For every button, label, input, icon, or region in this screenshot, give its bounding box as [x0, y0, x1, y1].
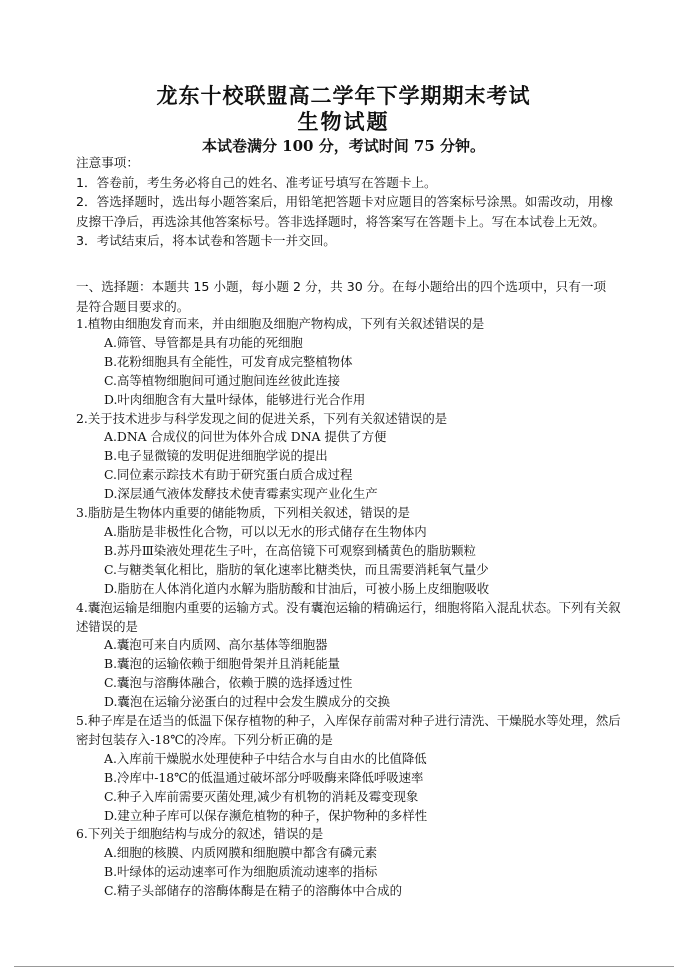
option-b: B.囊泡的运输依赖于细胞骨架并且消耗能量	[104, 656, 341, 672]
question	[76, 599, 621, 712]
notice-item: 3．考试结束后，将本试卷和答题卡一并交回。	[76, 233, 336, 249]
section-instructions: 一、选择题：本题共 15 小题，每小题 2 分，共 30 分。在每小题给出的四个选项中，只有一项是符合题目要求的。	[76, 279, 607, 314]
option-a: A.筛管、导管都是具有功能的死细胞	[104, 334, 303, 350]
option-b: B.苏丹Ⅲ染液处理花生子叶，在高倍镜下可观察到橘黄色的脂肪颗粒	[104, 542, 476, 558]
option-b: B.叶绿体的运动速率可作为细胞质流动速率的指标	[104, 864, 378, 880]
option-c: C.种子入库前需要灭菌处理,减少有机物的消耗及霉变现象	[104, 788, 419, 804]
option-c: C.高等植物细胞间可通过胞间连丝彼此连接	[104, 372, 341, 388]
question-list	[76, 315, 621, 901]
option-a: A.脂肪是非极性化合物，可以以无水的形式储存在生物体内	[104, 523, 427, 539]
option-c: C.精子头部储存的溶酶体酶是在精子的溶酶体中合成的	[104, 883, 402, 899]
question-stem: 3.脂肪是生物体内重要的储能物质，下列相关叙述，错误的是	[76, 505, 410, 521]
option-a: A.细胞的核膜、内质网膜和细胞膜中都含有磷元素	[104, 845, 378, 861]
option-b: B.冷库中-18℃的低温通过破坏部分呼吸酶来降低呼吸速率	[104, 769, 424, 785]
option-a: A.DNA 合成仪的问世为体外合成 DNA 提供了方便	[104, 429, 387, 445]
option-d: D.建立种子库可以保存濒危植物的种子，保护物种的多样性	[104, 807, 428, 823]
option-a: A.入库前干燥脱水处理使种子中结合水与自由水的比值降低	[104, 750, 427, 766]
notice-block	[76, 153, 616, 251]
notice-item: 2．答选择题时，选出每小题答案后，用铅笔把答题卡对应题目的答案标号涂黑。如需改动，用橡皮擦干净后，再选涂其他答案标号。答非选择题时，将答案写在答题卡上。写在本试卷上无效。	[76, 194, 613, 229]
exam-info: 本试卷满分 100 分，考试时间 75 分钟。	[201, 137, 486, 155]
option-c: C.与糖类氧化相比，脂肪的氧化速率比糖类快，而且需要消耗氧气量少	[104, 561, 489, 577]
question-stem: 1.植物由细胞发育而来，并由细胞及细胞产物构成，下列有关叙述错误的是	[76, 316, 485, 331]
option-c: C.同位素示踪技术有助于研究蛋白质合成过程	[104, 467, 353, 483]
question-stem: 5.种子库是在适当的低温下保存植物的种子，入库保存前需对种子进行清洗、干燥脱水等处理，然后密封包装存入-18℃的冷库。下列分析正确的是	[76, 713, 621, 747]
option-d: D.脂肪在人体消化道内水解为脂肪酸和甘油后，可被小肠上皮细胞吸收	[104, 580, 490, 596]
notice-heading: 注意事项：	[76, 155, 139, 170]
exam-title: 龙东十校联盟高二学年下学期期末考试	[156, 84, 531, 108]
question-stem: 4.囊泡运输是细胞内重要的运输方式。没有囊泡运输的精确运行，细胞将陷入混乱状态。下列有关叙述错误的是	[76, 599, 621, 634]
section-heading	[76, 277, 616, 316]
option-c: C.囊泡与溶酶体融合，依赖于膜的选择透过性	[104, 675, 353, 691]
option-d: D.囊泡在运输分泌蛋白的过程中会发生膜成分的交换	[104, 694, 391, 710]
page-bottom-rule	[14, 966, 674, 967]
question	[76, 712, 621, 825]
subject-title: 生物试题	[297, 110, 390, 134]
question-stem: 6.下列关于细胞结构与成分的叙述，错误的是	[76, 826, 324, 842]
question-stem: 2.关于技术进步与科学发现之间的促进关系，下列有关叙述错误的是	[76, 410, 448, 426]
option-b: B.花粉细胞具有全能性，可发育成完整植物体	[104, 353, 353, 369]
option-d: D.叶肉细胞含有大量叶绿体，能够进行光合作用	[104, 391, 366, 407]
question	[76, 504, 621, 599]
notice-item: 1．答卷前，考生务必将自己的姓名、准考证号填写在答题卡上。	[76, 174, 437, 190]
question	[76, 315, 621, 410]
question	[76, 825, 621, 901]
option-b: B.电子显微镜的发明促进细胞学说的提出	[104, 448, 328, 464]
option-d: D.深层通气液体发酵技术使青霉素实现产业化生产	[104, 486, 378, 502]
option-a: A.囊泡可来自内质网、高尔基体等细胞器	[104, 637, 328, 653]
question	[76, 410, 621, 505]
